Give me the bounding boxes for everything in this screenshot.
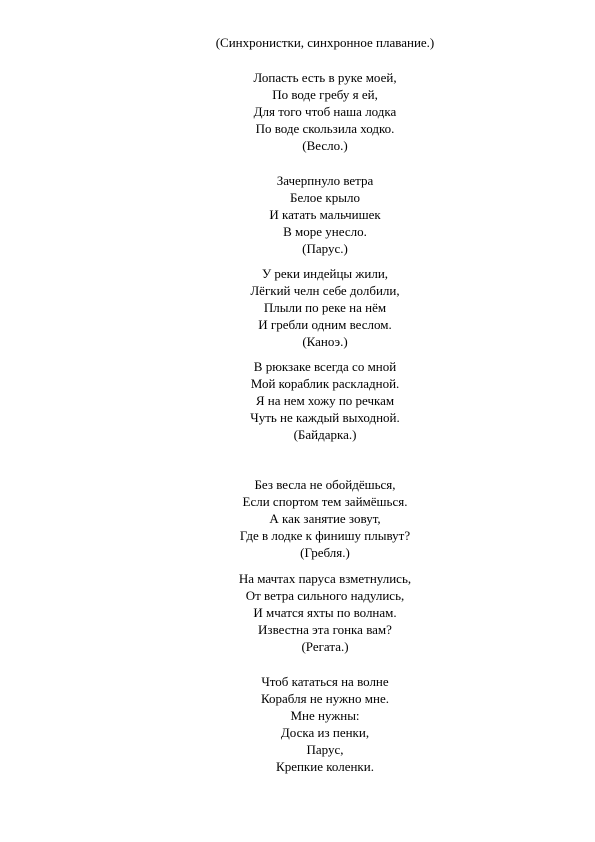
riddle-6-answer: (Регата.) (301, 639, 349, 654)
riddle-7-line-3: Мне нужны: (290, 708, 360, 723)
riddle-1-line-1: Лопасть есть в руке моей, (253, 70, 397, 85)
riddle-2-answer: (Парус.) (302, 241, 348, 256)
riddle-6-line-2: От ветра сильного надулись, (245, 588, 405, 603)
riddle-6-line-3: И мчатся яхты по волнам. (253, 605, 397, 620)
riddle-3-answer: (Каноэ.) (302, 334, 348, 349)
riddle-7-line-5: Парус, (306, 742, 344, 757)
riddle-5-line-4: Где в лодке к финишу плывут? (239, 528, 411, 543)
riddle-5-line-3: А как занятие зовут, (269, 511, 381, 526)
riddle-4-line-2: Мой кораблик раскладной. (250, 376, 400, 391)
riddle-3-line-2: Лёгкий челн себе долбили, (250, 283, 400, 298)
riddle-2-line-1: Зачерпнуло ветра (276, 173, 374, 188)
riddle-4-answer: (Байдарка.) (293, 427, 357, 442)
riddle-7-line-4: Доска из пенки, (280, 725, 370, 740)
riddle-3-line-4: И гребли одним веслом. (258, 317, 392, 332)
riddle-1-answer: (Весло.) (302, 138, 348, 153)
riddle-1-line-4: По воде скользила ходко. (255, 121, 395, 136)
riddle-4-line-3: Я на нем хожу по речкам (255, 393, 395, 408)
riddle-4-line-1: В рюкзаке всегда со мной (253, 359, 397, 374)
header-line: (Синхронистки, синхронное плавание.) (215, 35, 435, 50)
riddle-3-line-1: У реки индейцы жили, (261, 266, 389, 281)
riddle-1-line-3: Для того чтоб наша лодка (253, 104, 397, 119)
riddle-7-line-6: Крепкие коленки. (276, 759, 374, 774)
riddle-7-line-2: Корабля не нужно мне. (261, 691, 389, 706)
riddle-4-line-4: Чуть не каждый выходной. (250, 410, 400, 425)
riddle-2-line-4: В море унесло. (283, 224, 367, 239)
riddle-6-line-1: На мачтах паруса взметнулись, (238, 571, 412, 586)
riddle-7-line-1: Чтоб кататься на волне (261, 674, 389, 689)
riddle-2-line-3: И катать мальчишек (269, 207, 381, 222)
riddle-1-line-2: По воде гребу я ей, (272, 87, 378, 102)
riddle-6-line-4: Известна эта гонка вам? (258, 622, 392, 637)
riddle-5-line-2: Если спортом тем займёшься. (242, 494, 408, 509)
riddle-5-line-1: Без весла не обойдёшься, (254, 477, 396, 492)
riddle-2-line-2: Белое крыло (290, 190, 360, 205)
riddle-3-line-3: Плыли по реке на нём (263, 300, 387, 315)
riddle-5-answer: (Гребля.) (300, 545, 350, 560)
